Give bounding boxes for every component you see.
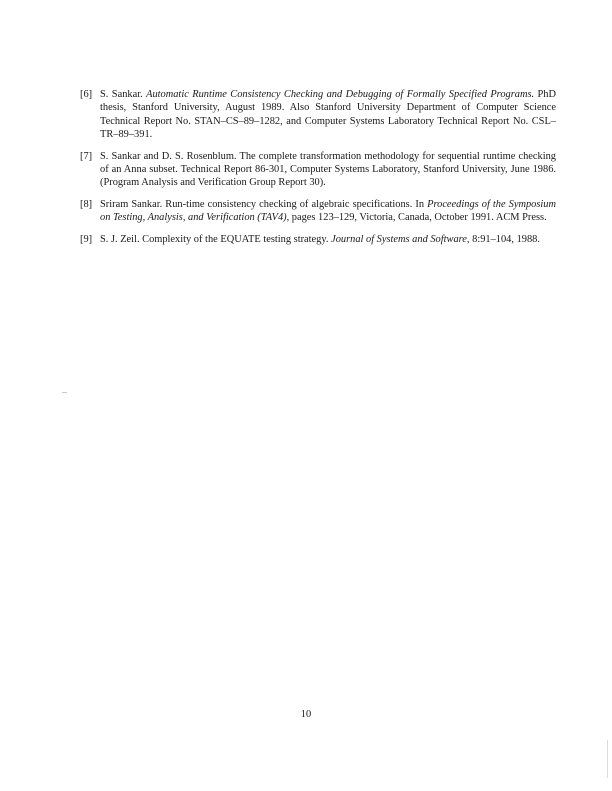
reference-entry <box>80 88 556 142</box>
reference-author: Sriram Sankar. Run-time consistency checking of algebraic specifications. In <box>100 198 428 210</box>
page-number: 10 <box>300 709 312 720</box>
reference-label: [6] <box>80 89 93 100</box>
reference-author: S. Sankar. <box>100 89 147 100</box>
reference-label: [7] <box>80 150 93 162</box>
scan-artifact <box>607 740 608 778</box>
reference-entry <box>80 233 556 246</box>
reference-journal: Journal of Systems and Software <box>331 233 467 245</box>
reference-author: S. J. Zeil. Complexity of the EQUATE testing strategy. <box>100 233 332 245</box>
reference-entry <box>80 150 556 190</box>
scan-artifact <box>62 392 67 393</box>
reference-venue: Proceedings of the Symposium on Testing, Analysis, and Verification (TAV4) <box>100 198 556 224</box>
reference-details: PhD thesis, Stanford University, August 1989. Also Stanford University Department of Computer Science Technical Report No. STAN–CS–89–1282, and Computer Systems Laboratory Technical Report No. CSL–TR–89–391. <box>100 89 556 141</box>
reference-list <box>80 88 556 254</box>
reference-title: Automatic Runtime Consistency Checking and Debugging of Formally Specified Programs. <box>146 89 535 100</box>
reference-details: S. Sankar and D. S. Rosenblum. The complete transformation methodology for sequential runtime checking of an Anna subset. Technical Report 86-301, Computer Systems Laboratory, Stanford University, June 1986. (Program Analysis and Verification Group Report 30). <box>100 150 556 189</box>
reference-entry <box>80 198 556 225</box>
reference-text <box>100 89 556 140</box>
reference-text <box>100 234 540 245</box>
reference-text <box>100 151 556 189</box>
reference-text <box>100 199 556 223</box>
reference-label: [8] <box>80 198 93 210</box>
reference-label: [9] <box>80 233 93 245</box>
reference-details: , 8:91–104, 1988. <box>466 233 540 245</box>
reference-details: , pages 123–129, Victoria, Canada, October 1991. ACM Press. <box>286 212 547 224</box>
